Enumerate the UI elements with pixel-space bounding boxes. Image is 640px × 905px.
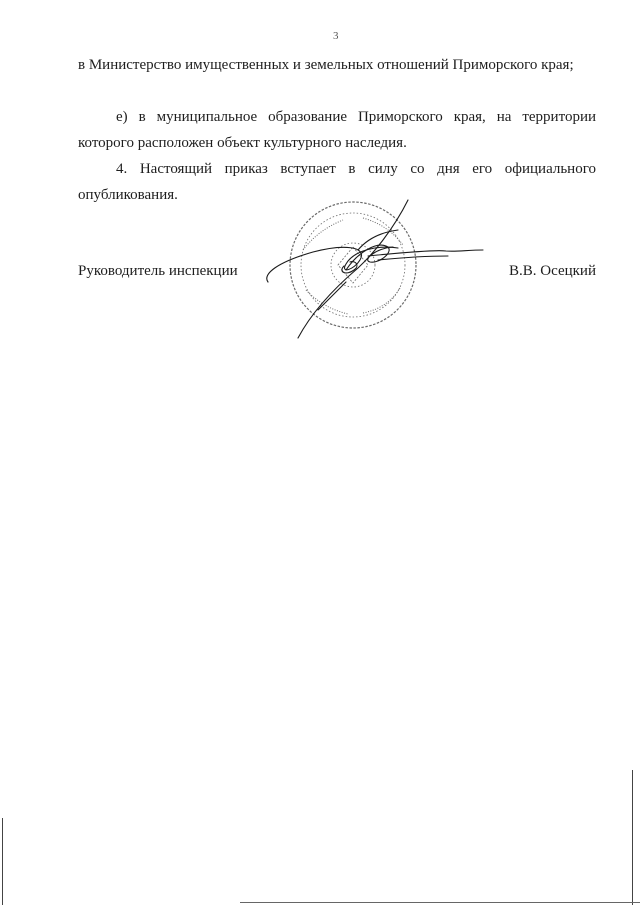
scan-edge-right: [632, 770, 633, 905]
paragraph-effective-date: 4. Настоящий приказ вступает в силу со дня его официального опубликования.: [78, 161, 596, 203]
official-seal-icon: [290, 202, 416, 328]
paragraph-municipality: е) в муниципальное образование Приморского края, на территории которого расположен объект культурного наследия.: [78, 109, 596, 151]
seal-and-signature-icon: [258, 190, 488, 340]
scan-edge-bottom: [240, 902, 640, 903]
signatory-name: В.В. Осецкий: [509, 263, 596, 279]
signatory-title: Руководитель инспекции: [78, 263, 238, 279]
paragraph-ministry: в Министерство имущественных и земельных отношений Приморского края;: [78, 57, 574, 73]
scan-edge-left: [2, 818, 3, 905]
page-number: 3: [333, 30, 339, 42]
